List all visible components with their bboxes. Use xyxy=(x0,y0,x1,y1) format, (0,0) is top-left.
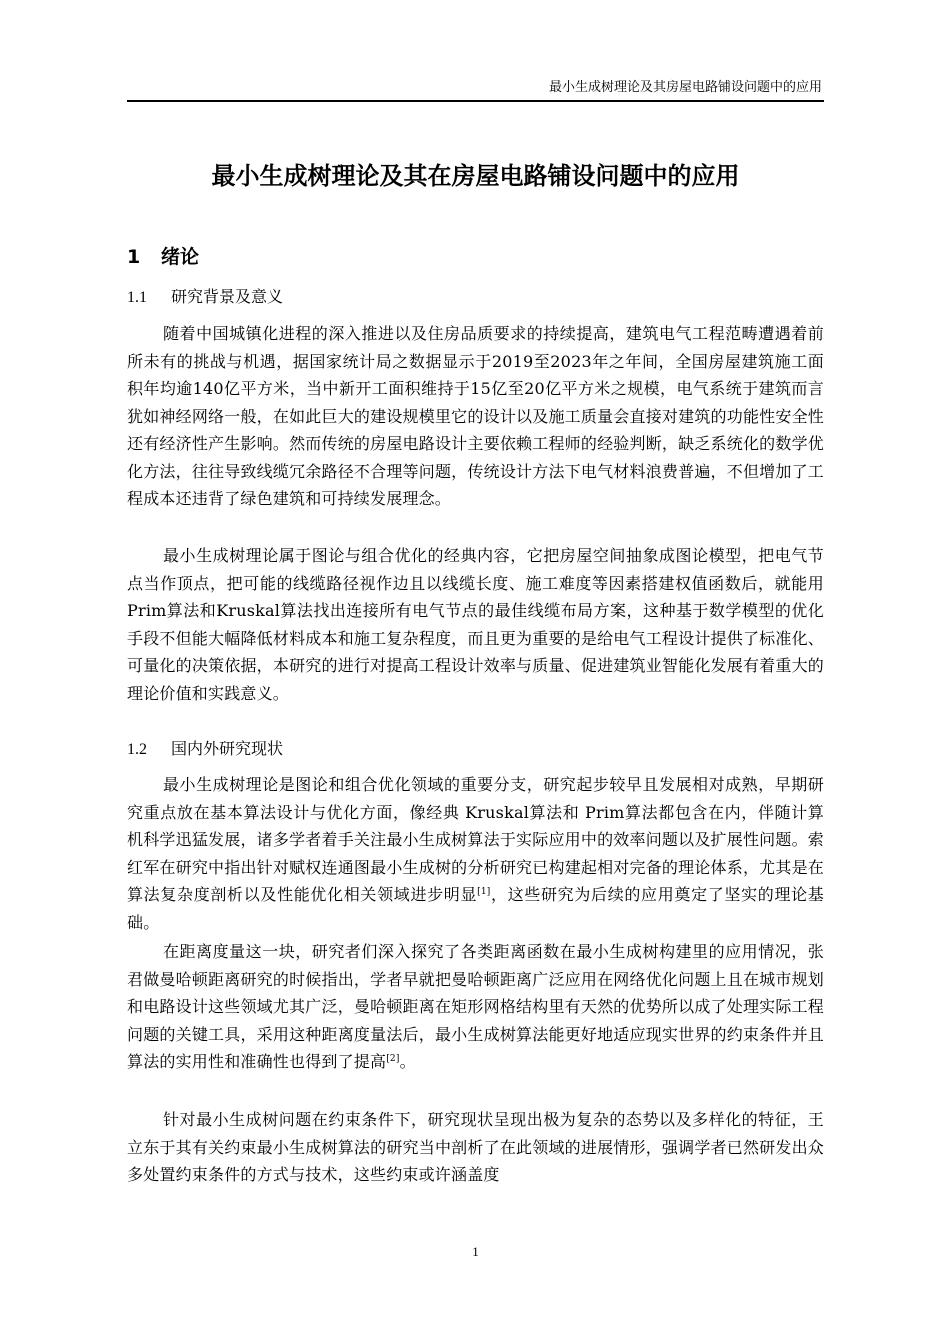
citation-ref[interactable]: [1] xyxy=(477,887,491,897)
page-number: 1 xyxy=(472,1244,479,1259)
chapter-heading xyxy=(127,243,199,271)
paragraph-background-2: 最小生成树理论属于图论与组合优化的经典内容，它把房屋空间抽象成图论模型，把电气节点当作顶点，把可能的线缆路径视作边且以线缆长度、施工难度等因素搭建权值函数后，就能用Prim算法和Kruskal算法找出连接所有电气节点的最佳线缆布局方案，这种基于数学模型的优化手段不但能大幅降低材料成本和施工复杂程度，而且更为重要的是给电气工程设计提供了标准化、可量化的决策依据，本研究的进行对提高工程设计效率与质量、促进建筑业智能化发展有着重大的理论价值和实践意义。 xyxy=(127,546,824,703)
section-title: 研究背景及意义 xyxy=(171,287,284,306)
section-heading-1-2 xyxy=(127,737,283,762)
document-title: 最小生成树理论及其在房屋电路铺设问题中的应用 xyxy=(211,162,740,190)
paragraph-status-3: 针对最小生成树问题在约束条件下，研究现状呈现出极为复杂的态势以及多样化的特征，王立东于其有关约束最小生成树算法的研究当中剖析了在此领域的进展情形，强调学者已然研发出众多处置约束条件的方式与技术，这些约束或许涵盖度 xyxy=(127,1110,824,1184)
paragraph-status-1: 最小生成树理论是图论和组合优化领域的重要分支，研究起步较早且发展相对成熟，早期研究重点放在基本算法设计与优化方面，像经典 Kruskal算法和 Prim算法都包含在内，伴随计算机科学迅猛发展，诸多学者着手关注最小生成树算法于实际应用中的效率问题以及扩展性问题。索红军在研究中指出针对赋权连通图最小生成树的分析研究已构建起相对完备的理论体系，尤其是在算法复杂度剖析以及性能优化相关领域进步明显[1]，这些研究为后续的应用奠定了坚实的理论基础。 xyxy=(127,775,824,932)
paragraph-status-2: 在距离度量这一块，研究者们深入探究了各类距离函数在最小生成树构建里的应用情况，张君做曼哈顿距离研究的时候指出，学者早就把曼哈顿距离广泛应用在网络优化问题上且在城市规划和电路设计这些领域尤其广泛，曼哈顿距离在矩形网格结构里有天然的优势所以成了处理实际工程问题的关键工具，采用这种距离度量法后，最小生成树算法能更好地适应现实世界的约束条件并且算法的实用性和准确性也得到了提高[2]。 xyxy=(127,942,824,1071)
section-number: 1.1 xyxy=(127,289,147,306)
paragraph-background-1: 随着中国城镇化进程的深入推进以及住房品质要求的持续提高，建筑电气工程范畴遭遇着前所未有的挑战与机遇，据国家统计局之数据显示于2019至2023年之年间，全国房屋建筑施工面积年均逾140亿平方米，当中新开工面积维持于15亿至20亿平方米之规模，电气系统于建筑而言犹如神经网络一般，在如此巨大的建设规模里它的设计以及施工质量会直接对建筑的功能性安全性还有经济性产生影响。然而传统的房屋电路设计主要依赖工程师的经验判断，缺乏系统化的数学优化方法，往往导致线缆冗余路径不合理等问题，传统设计方法下电气材料浪费普遍，不但增加了工程成本还违背了绿色建筑和可持续发展理念。 xyxy=(127,324,824,508)
section-number: 1.2 xyxy=(127,741,147,758)
section-title: 国内外研究现状 xyxy=(171,739,284,758)
chapter-title: 绪论 xyxy=(161,246,200,268)
running-header-title: 最小生成树理论及其房屋电路铺设问题中的应用 xyxy=(548,79,822,94)
running-header xyxy=(127,76,824,102)
chapter-number: 1 xyxy=(127,246,141,268)
citation-ref[interactable]: [2] xyxy=(386,1054,400,1064)
section-heading-1-1 xyxy=(127,285,283,310)
